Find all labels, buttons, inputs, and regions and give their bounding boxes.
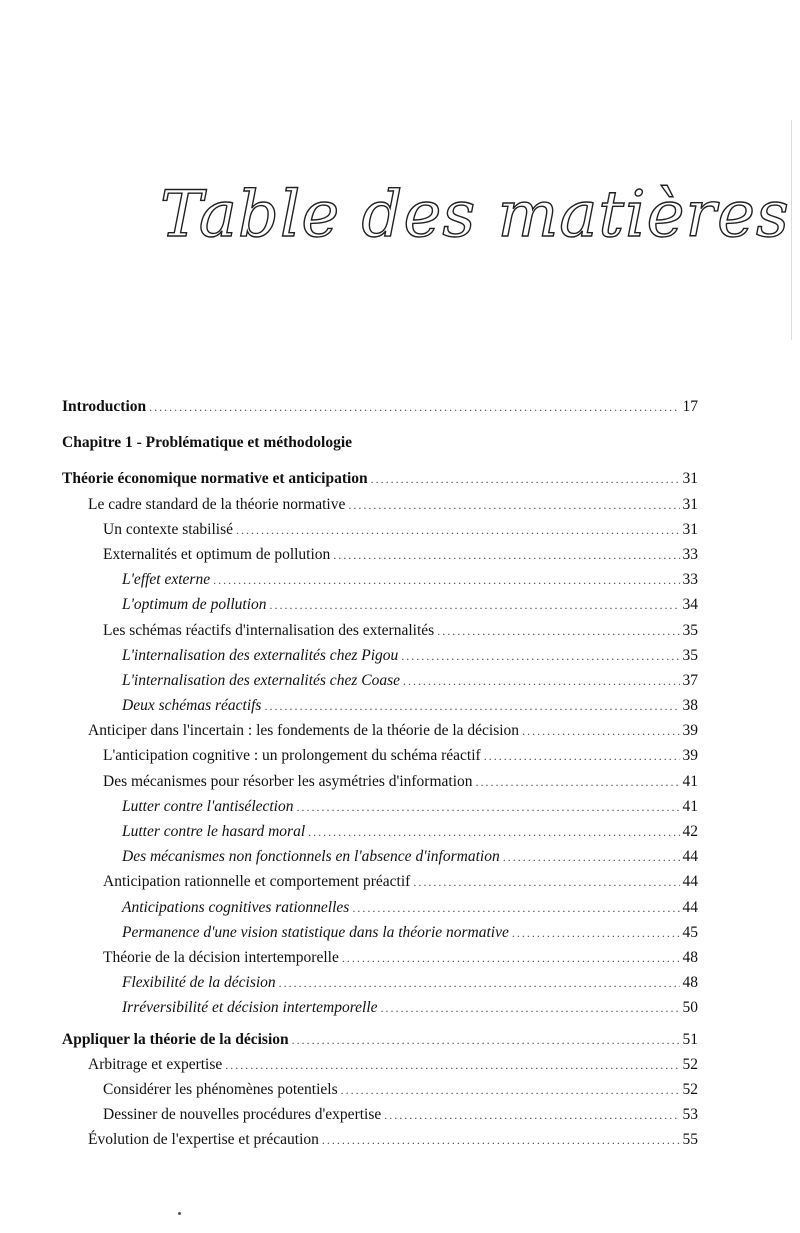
toc-entry-title: Anticiper dans l'incertain : les fondements de la théorie de la décision: [88, 722, 520, 740]
dot-leader: [264, 699, 679, 714]
toc-entry-page: 31: [682, 520, 698, 538]
toc-entry-page: 41: [682, 772, 698, 790]
toc-entry-page: 39: [682, 747, 698, 765]
toc-entry-title: Lutter contre le hasard moral: [122, 823, 306, 840]
toc-entry-page: 42: [682, 823, 698, 840]
toc-entry[interactable]: [62, 873, 698, 898]
toc-entry-page: 38: [682, 697, 698, 715]
toc-entry[interactable]: [62, 823, 698, 848]
dot-leader: [403, 674, 680, 689]
toc-entry-page: 48: [682, 948, 698, 966]
dot-leader: [352, 901, 679, 916]
toc-entry-title: Un contexte stabilisé: [103, 520, 233, 538]
toc-entry[interactable]: [62, 1106, 698, 1131]
toc-entry-introduction[interactable]: [62, 398, 698, 423]
toc-entry-title: Des mécanismes non fonctionnels en l'absence d'information: [122, 848, 500, 866]
toc-entry[interactable]: [62, 924, 698, 949]
dot-leader: [292, 1033, 680, 1048]
toc-entry-page: 37: [682, 671, 698, 689]
toc-entry-title: Appliquer la théorie de la décision: [62, 1030, 289, 1048]
toc-entry[interactable]: [62, 496, 698, 521]
dot-leader: [348, 498, 679, 513]
dot-leader: [384, 1108, 679, 1123]
table-of-contents: [62, 398, 698, 1156]
toc-entry[interactable]: [62, 949, 698, 974]
toc-entry-title: Lutter contre l'antisélection: [122, 797, 294, 815]
toc-entry-title: Théorie de la décision intertemporelle: [103, 948, 339, 966]
toc-entry-page: 48: [682, 974, 698, 992]
toc-entry-page: 44: [682, 848, 698, 866]
toc-entry-title: Introduction: [62, 398, 147, 415]
toc-entry[interactable]: [62, 899, 698, 924]
toc-entry-page: 33: [682, 571, 698, 589]
toc-entry[interactable]: [62, 697, 698, 722]
toc-entry[interactable]: [62, 546, 698, 571]
toc-entry[interactable]: [62, 722, 698, 747]
toc-entry-page: 35: [682, 621, 698, 639]
toc-entry-title: Flexibilité de la décision: [122, 974, 276, 992]
dot-leader: [476, 775, 680, 790]
dot-leader: [413, 875, 679, 890]
toc-entry-title: Deux schémas réactifs: [122, 697, 262, 715]
toc-entry[interactable]: [62, 672, 698, 697]
dot-leader: [341, 1083, 680, 1098]
toc-entry[interactable]: [62, 1031, 698, 1056]
toc-entry-title: L'effet externe: [122, 571, 211, 589]
toc-entry[interactable]: [62, 596, 698, 621]
toc-entry-page: 31: [682, 495, 698, 513]
toc-entry-title: L'optimum de pollution: [122, 596, 267, 614]
dot-leader: [401, 649, 679, 664]
chapter-heading: Chapitre 1 - Problématique et méthodologie: [62, 434, 353, 452]
toc-entry-page: 35: [682, 646, 698, 664]
toc-entry-title: Anticipation rationnelle et comportement préactif: [103, 873, 411, 891]
toc-entry-title: Le cadre standard de la théorie normative: [88, 495, 346, 513]
toc-entry-page: 39: [682, 722, 698, 740]
dot-leader: [522, 724, 679, 739]
toc-entry-title: Anticipations cognitives rationnelles: [122, 898, 350, 916]
toc-entry-title: L'anticipation cognitive : un prolongement du schéma réactif: [103, 747, 481, 765]
toc-entry-title: Permanence d'une vision statistique dans la théorie normative: [122, 923, 509, 941]
dot-leader: [371, 472, 680, 487]
toc-entry[interactable]: [62, 521, 698, 546]
toc-entry[interactable]: [62, 773, 698, 798]
toc-entry-page: 44: [682, 898, 698, 916]
toc-entry-page: 34: [682, 596, 698, 614]
toc-entry[interactable]: [62, 647, 698, 672]
dot-leader: [236, 523, 680, 538]
toc-entry[interactable]: [62, 1081, 698, 1106]
toc-entries: [62, 470, 698, 1156]
toc-entry-page: 50: [682, 999, 698, 1017]
toc-entry-title: Théorie économique normative et anticipation: [62, 470, 368, 488]
toc-entry-page: 53: [682, 1106, 698, 1124]
toc-entry-page: 51: [682, 1030, 698, 1048]
dot-leader: [437, 624, 679, 639]
toc-entry[interactable]: [62, 622, 698, 647]
toc-entry-title: L'internalisation des externalités chez Coase: [122, 671, 400, 689]
dot-leader: [381, 1001, 680, 1016]
toc-entry[interactable]: [62, 747, 698, 772]
toc-entry-page: 45: [682, 923, 698, 941]
dot-leader: [149, 400, 679, 415]
toc-entry-title: Évolution de l'expertise et précaution: [88, 1131, 319, 1149]
dot-leader: [342, 951, 680, 966]
toc-entry-page: 52: [682, 1080, 698, 1098]
toc-entry-page: 44: [682, 873, 698, 891]
toc-entry[interactable]: [62, 848, 698, 873]
toc-entry[interactable]: [62, 571, 698, 596]
toc-entry-title: Irréversibilité et décision intertemporelle: [122, 999, 378, 1017]
toc-entry[interactable]: [62, 999, 698, 1024]
dot-leader: [225, 1058, 679, 1073]
dot-leader: [279, 976, 680, 991]
toc-entry-title: Les schémas réactifs d'internalisation des externalités: [103, 621, 435, 639]
toc-entry-page: 17: [682, 398, 698, 415]
toc-entry[interactable]: [62, 974, 698, 999]
dot-leader: [512, 926, 680, 941]
toc-entry-title: Externalités et optimum de pollution: [103, 545, 331, 563]
dot-leader: [297, 800, 680, 815]
toc-entry-page: 41: [682, 797, 698, 815]
toc-entry[interactable]: [62, 470, 698, 495]
dot-leader: [270, 598, 680, 613]
dot-leader: [213, 573, 679, 588]
toc-entry-page: 31: [682, 470, 698, 488]
toc-entry-page: 55: [682, 1131, 698, 1149]
dot-leader: [484, 749, 680, 764]
scan-speck: [178, 1212, 181, 1215]
dot-leader: [322, 1133, 680, 1148]
toc-entry-title: Des mécanismes pour résorber les asymétries d'information: [103, 772, 473, 790]
toc-entry-page: 33: [682, 545, 698, 563]
toc-entry[interactable]: [62, 1131, 698, 1156]
toc-entry-page: 52: [682, 1055, 698, 1073]
page-title: Table des matières: [160, 178, 790, 252]
toc-entry-title: Arbitrage et expertise: [88, 1055, 223, 1073]
toc-entry[interactable]: [62, 1056, 698, 1081]
dot-leader: [503, 850, 680, 865]
toc-entry-title: Dessiner de nouvelles procédures d'expertise: [103, 1106, 382, 1124]
dot-leader: [333, 548, 679, 563]
dot-leader: [308, 825, 679, 840]
scan-margin-marks: [791, 120, 794, 340]
toc-entry[interactable]: [62, 798, 698, 823]
toc-entry-title: Considérer les phénomènes potentiels: [103, 1080, 338, 1098]
toc-entry-title: L'internalisation des externalités chez Pigou: [122, 646, 399, 664]
